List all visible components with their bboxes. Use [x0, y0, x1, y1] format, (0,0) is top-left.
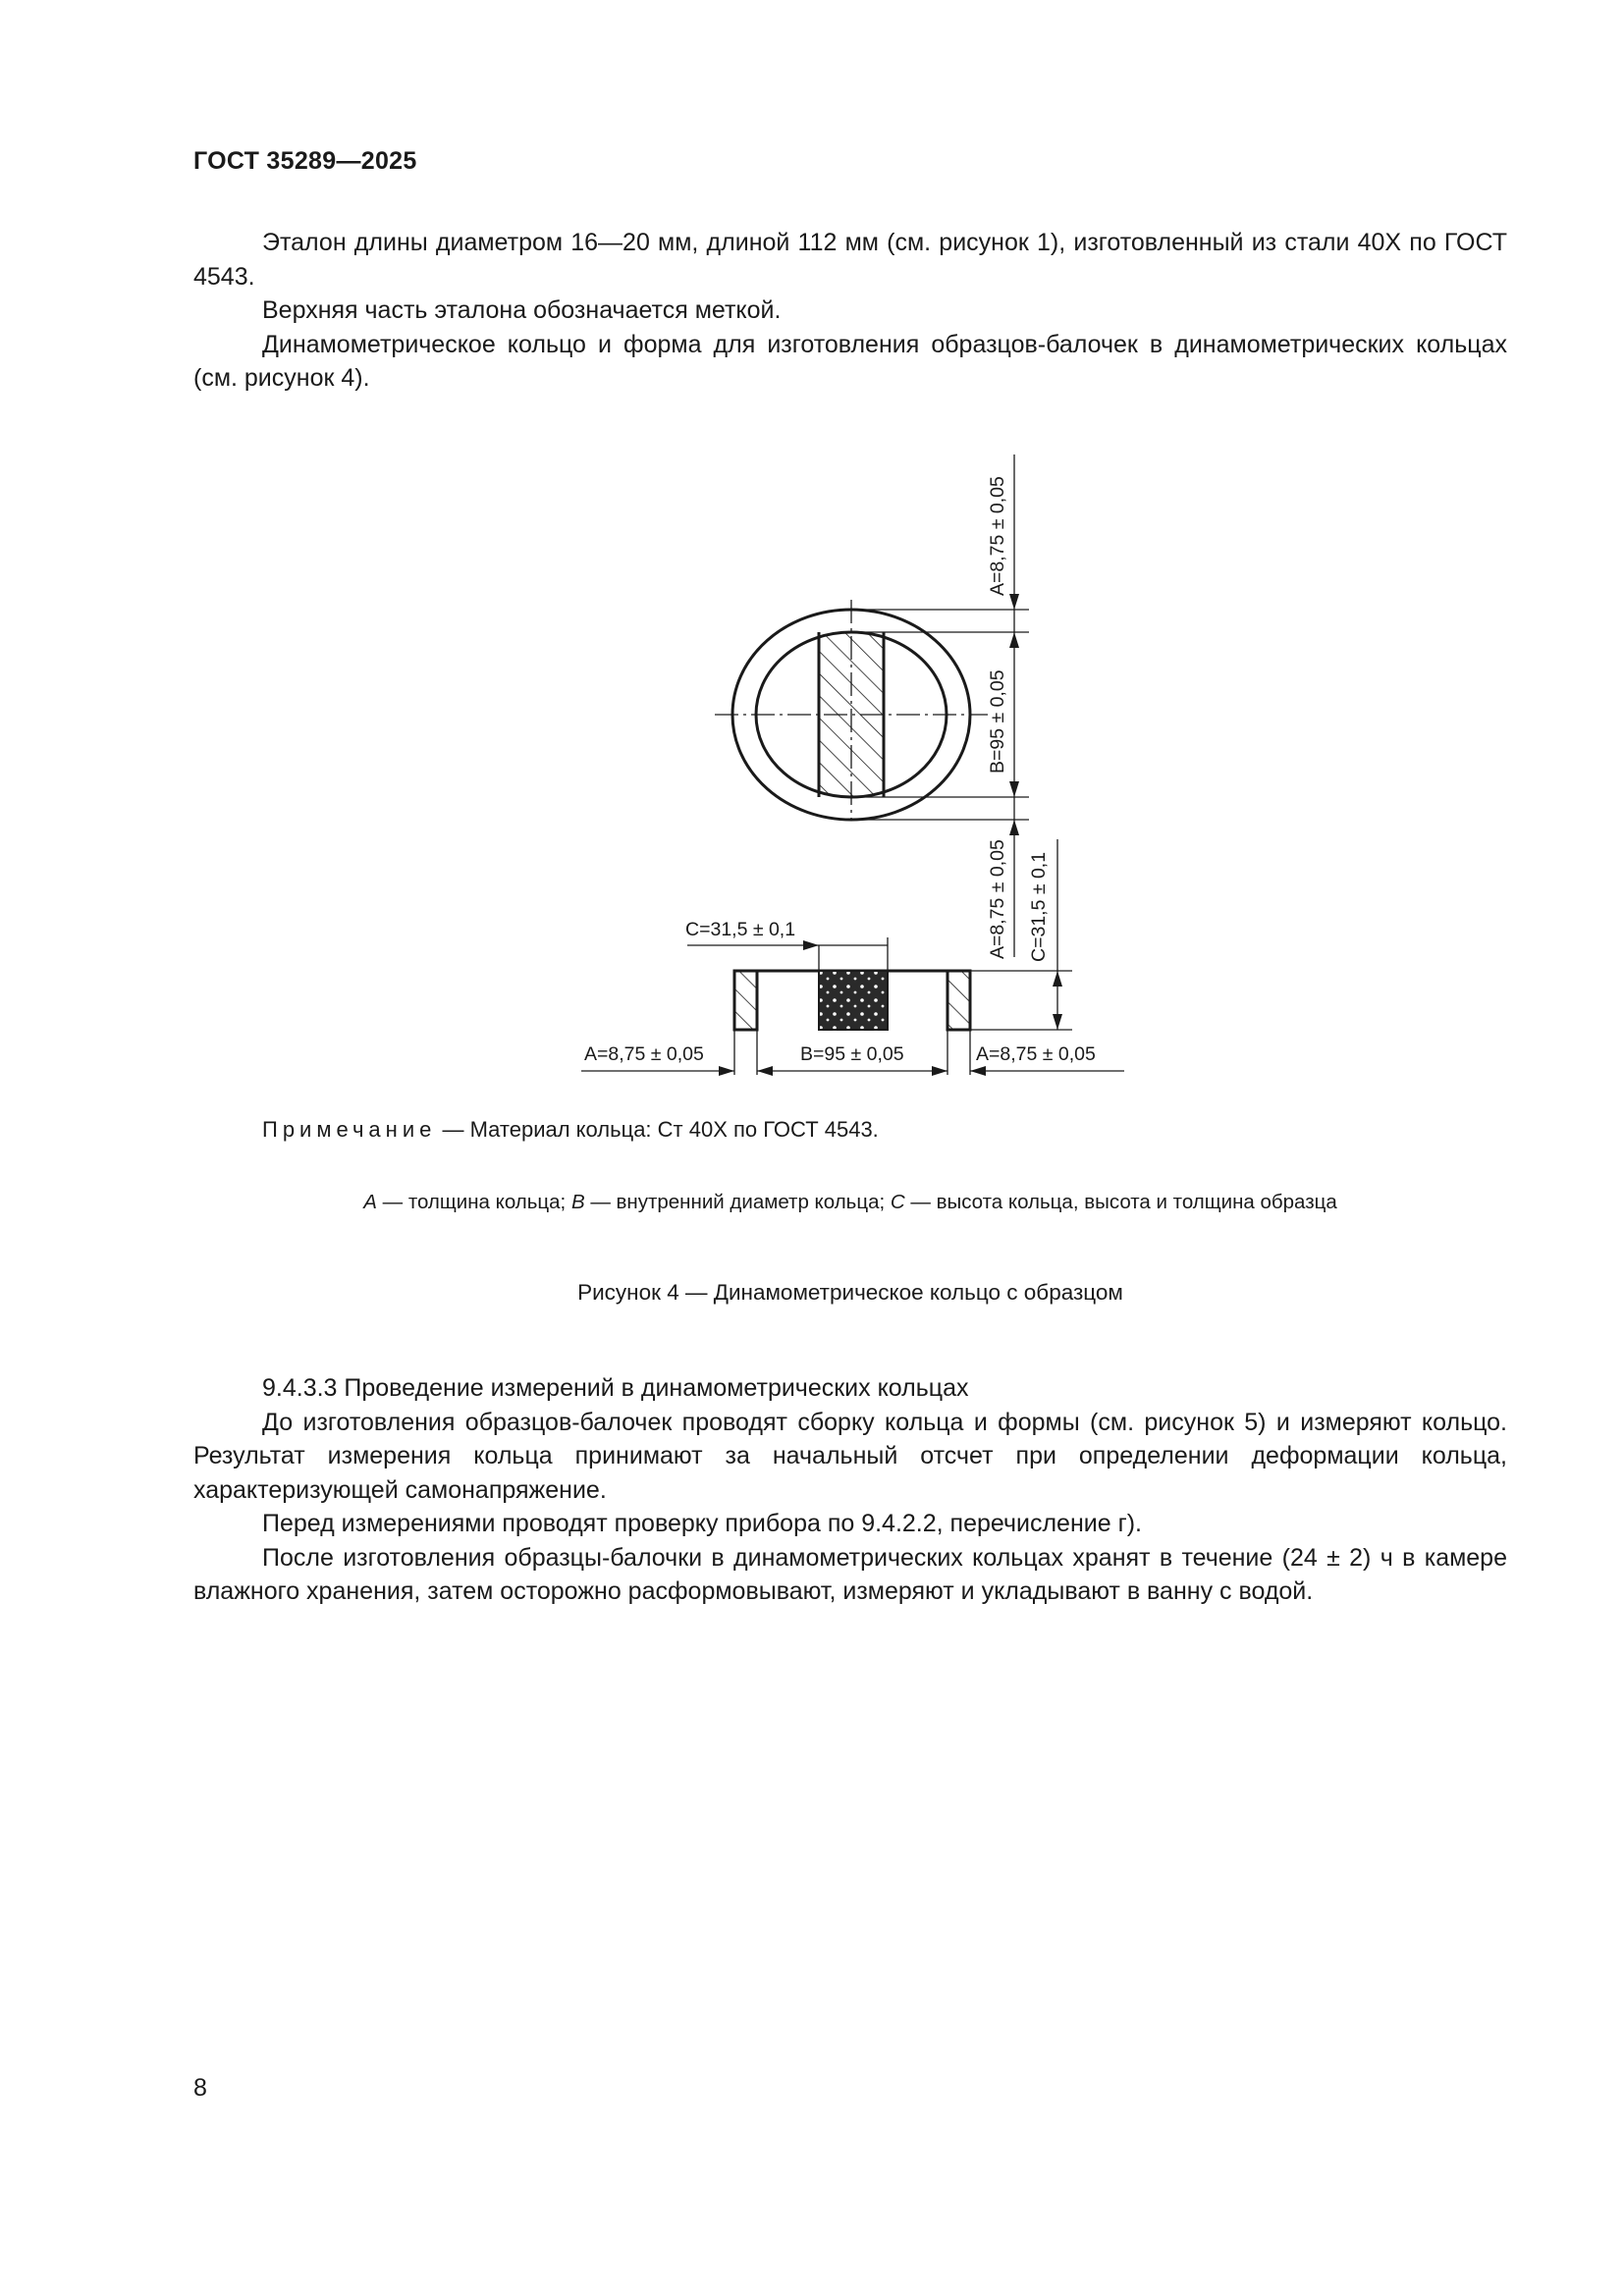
dim-label-b-bottom: B=95 ± 0,05 [800, 1043, 904, 1065]
dim-label-a-top: A=8,75 ± 0,05 [987, 476, 1008, 596]
section-heading: 9.4.3.3 Проведение измерений в динамометрических кольцах [262, 1374, 969, 1402]
legend-a-symbol: A [363, 1191, 377, 1213]
ring-side-right [947, 971, 970, 1030]
ring-drawing-svg [569, 447, 1139, 1095]
figure-ring-drawing [569, 447, 1139, 1095]
legend-a-text: — толщина кольца; [376, 1191, 571, 1213]
section-text [193, 1371, 1507, 1609]
sample-side-view [819, 971, 888, 1030]
dim-label-c-right: C=31,5 ± 0,1 [1028, 851, 1050, 962]
document-header: ГОСТ 35289—2025 [193, 147, 417, 175]
legend-b-symbol: B [570, 1191, 585, 1213]
dim-label-a-bottom-right: A=8,75 ± 0,05 [976, 1043, 1096, 1065]
intro-paragraph: Эталон длины диаметром 16—20 мм, длиной 112 мм (см. рисунок 1), изготовленный из стали 40Х по ГОСТ 4543. [193, 229, 1507, 291]
intro-paragraph: Верхняя часть эталона обозначается меткой. [262, 296, 782, 324]
figure-note [262, 1117, 879, 1143]
dim-label-b-right: B=95 ± 0,05 [987, 669, 1008, 774]
section-paragraph: До изготовления образцов-балочек проводят сборку кольца и формы (см. рисунок 5) и измеряют кольцо. Результат измерения кольца принимают за начальный отсчет при определении деформации кольца, характеризующей самонапряжение. [193, 1408, 1507, 1504]
section-paragraph: Перед измерениями проводят проверку прибора по 9.4.2.2, перечисление г). [262, 1510, 1142, 1537]
legend-b-text: — внутренний диаметр кольца; [584, 1191, 891, 1213]
note-text: — Материал кольца: Ст 40Х по ГОСТ 4543. [436, 1117, 879, 1142]
intro-paragraph: Динамометрическое кольцо и форма для изготовления образцов-балочек в динамометрических кольцах (см. рисунок 4). [193, 330, 1507, 392]
ring-side-left [734, 971, 757, 1030]
legend-c-text: — высота кольца, высота и толщина образца [904, 1191, 1337, 1213]
note-label: Примечание [262, 1117, 437, 1142]
dim-label-c-top: C=31,5 ± 0,1 [685, 919, 796, 940]
legend-c-symbol: C [890, 1191, 905, 1213]
page-number: 8 [193, 2074, 207, 2102]
dim-label-a-right-lower: A=8,75 ± 0,05 [987, 839, 1008, 959]
figure-legend [193, 1191, 1507, 1214]
figure-caption: Рисунок 4 — Динамометрическое кольцо с образцом [577, 1280, 1123, 1305]
dim-label-a-bottom-left: A=8,75 ± 0,05 [584, 1043, 704, 1065]
intro-text [193, 226, 1507, 396]
section-paragraph: После изготовления образцы-балочки в динамометрических кольцах хранят в течение (24 ± 2) ч в камере влажного хранения, затем осторожно расформовывают, измеряют и укладывают в ванну с водой. [193, 1543, 1507, 1605]
